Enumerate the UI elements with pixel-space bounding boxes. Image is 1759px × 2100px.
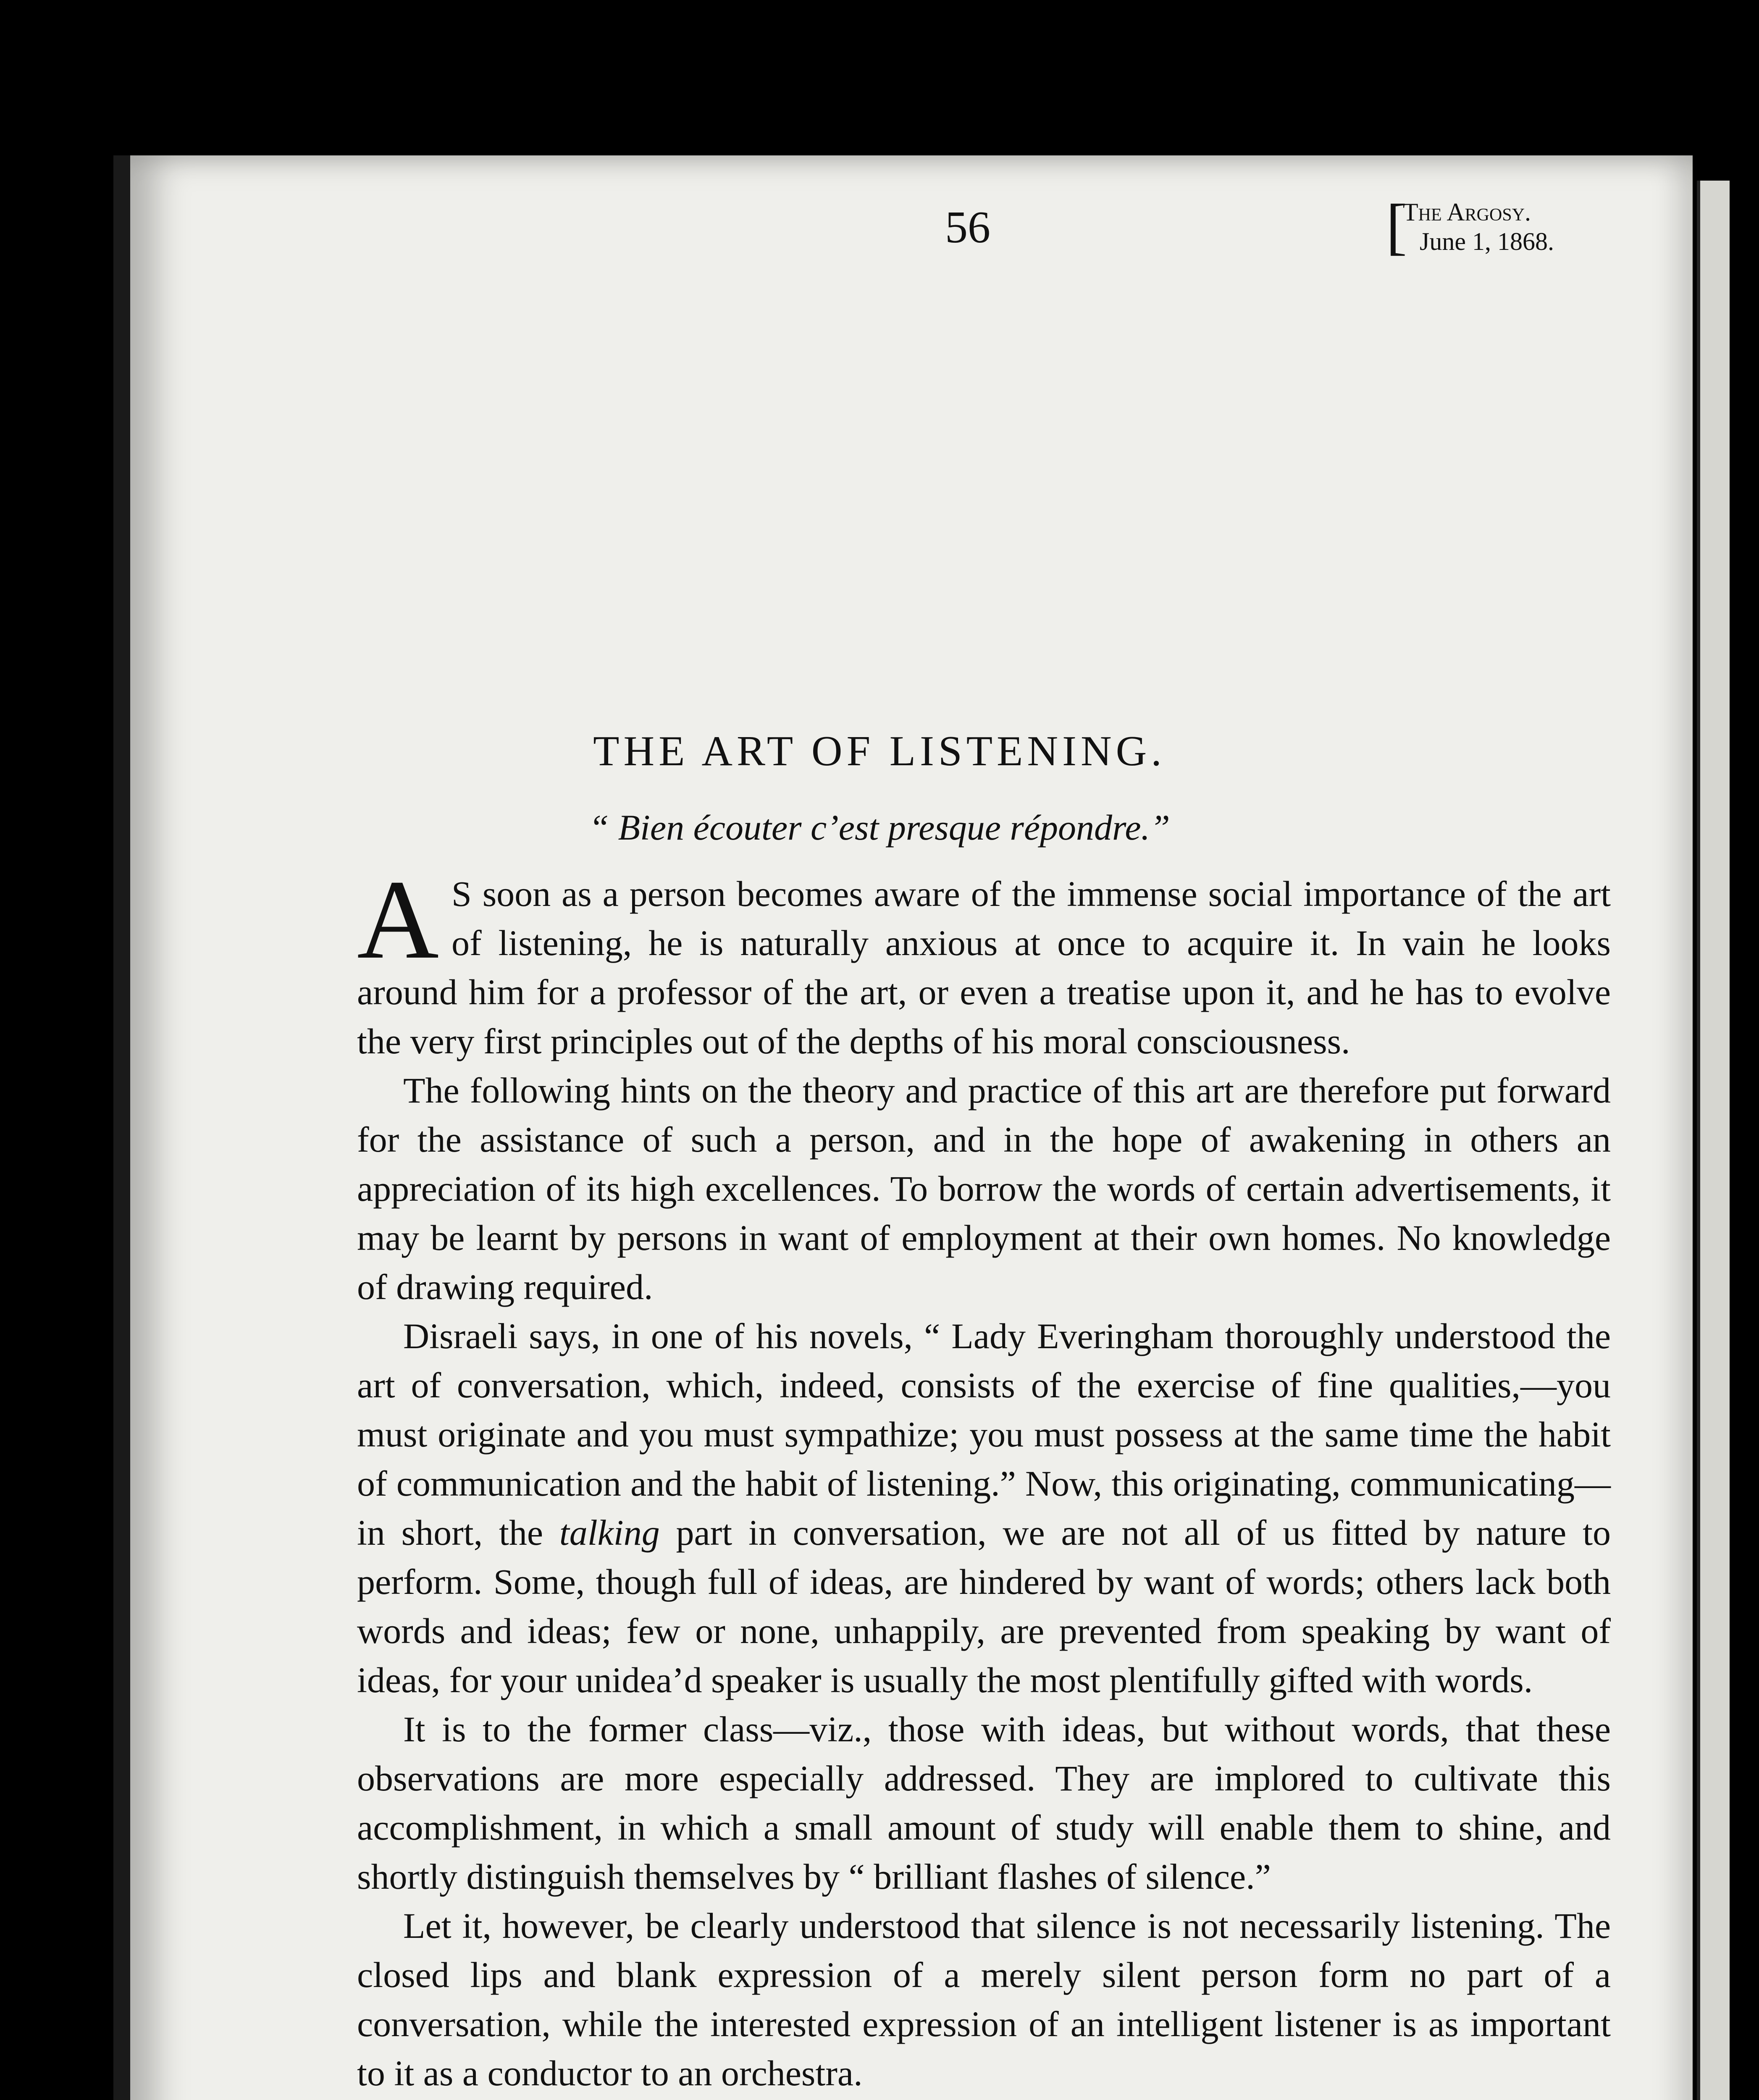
running-head-date: June 1, 1868. xyxy=(1420,228,1554,255)
paragraph-4: It is to the former class—viz., those with ideas, but without words, that these observations are more especially addressed. They are implored to cultivate this accomplishment, in which a small amount of study will enable them to shine, and shortly distinguish themselves by “ brilliant flashes of silence.” xyxy=(357,1709,1611,1897)
running-head xyxy=(1386,192,1554,261)
paragraph-1-text: S soon as a person becomes aware of the immense social importance of the art of listening, he is naturally anxious at once to acquire it. In vain he looks around him for a professor of the art, or even a treatise upon it, and he has to evolve the very first principles out of the depths of his moral consciousness. xyxy=(357,874,1611,1061)
paragraph-3 xyxy=(357,1312,1611,1705)
page-edge xyxy=(1697,181,1730,2100)
article-title: THE ART OF LISTENING. xyxy=(593,727,1166,775)
running-head-title: The Argosy. xyxy=(1403,198,1531,226)
paragraph-3-text-a: Disraeli says, in one of his novels, “ Lady Everingham thoroughly understood the art of conversation, which, indeed, consists of the exercise of fine qualities,—you must originate and you must sympathize; you must possess at the same time the habit of communication and the habit of listening.” Now, this originating, communicating—in short, the xyxy=(357,1316,1611,1553)
article-body xyxy=(357,857,1611,2100)
paragraph-6 xyxy=(357,2098,1611,2100)
paragraph-1 xyxy=(357,857,1611,1066)
paragraph-2: The following hints on the theory and practice of this art are therefore put forward for the assistance of such a person, and in the hope of awakening in others an appreciation of its high excellences. To borrow the words of certain advertisements, it may be learnt by persons in want of employment at their own homes. No knowledge of drawing required. xyxy=(357,1070,1611,1307)
page-number: 56 xyxy=(945,202,990,252)
paragraph-5: Let it, however, be clearly understood that silence is not necessarily listening. The closed lips and blank expression of a merely silent person form no part of a conversation, while the interested expression of an intelligent listener is as important to it as a conductor to an orchestra. xyxy=(357,1906,1611,2093)
paragraph-3-italic: talking xyxy=(559,1512,660,1553)
epigraph: “ Bien écouter c’est presque répondre.” xyxy=(589,807,1170,848)
paragraph-3-text-b: part in conversation, we are not all of us fitted by nature to perform. Some, though full of ideas, are hindered by want of words; others lack both words and ideas; few or none, unhappily, are prevented from speaking by want of ideas, for your unidea’d speaker is usually the most plentifully gifted with words. xyxy=(357,1512,1611,1700)
drop-cap: A xyxy=(357,857,439,982)
bracket-glyph: [ xyxy=(1386,192,1407,261)
